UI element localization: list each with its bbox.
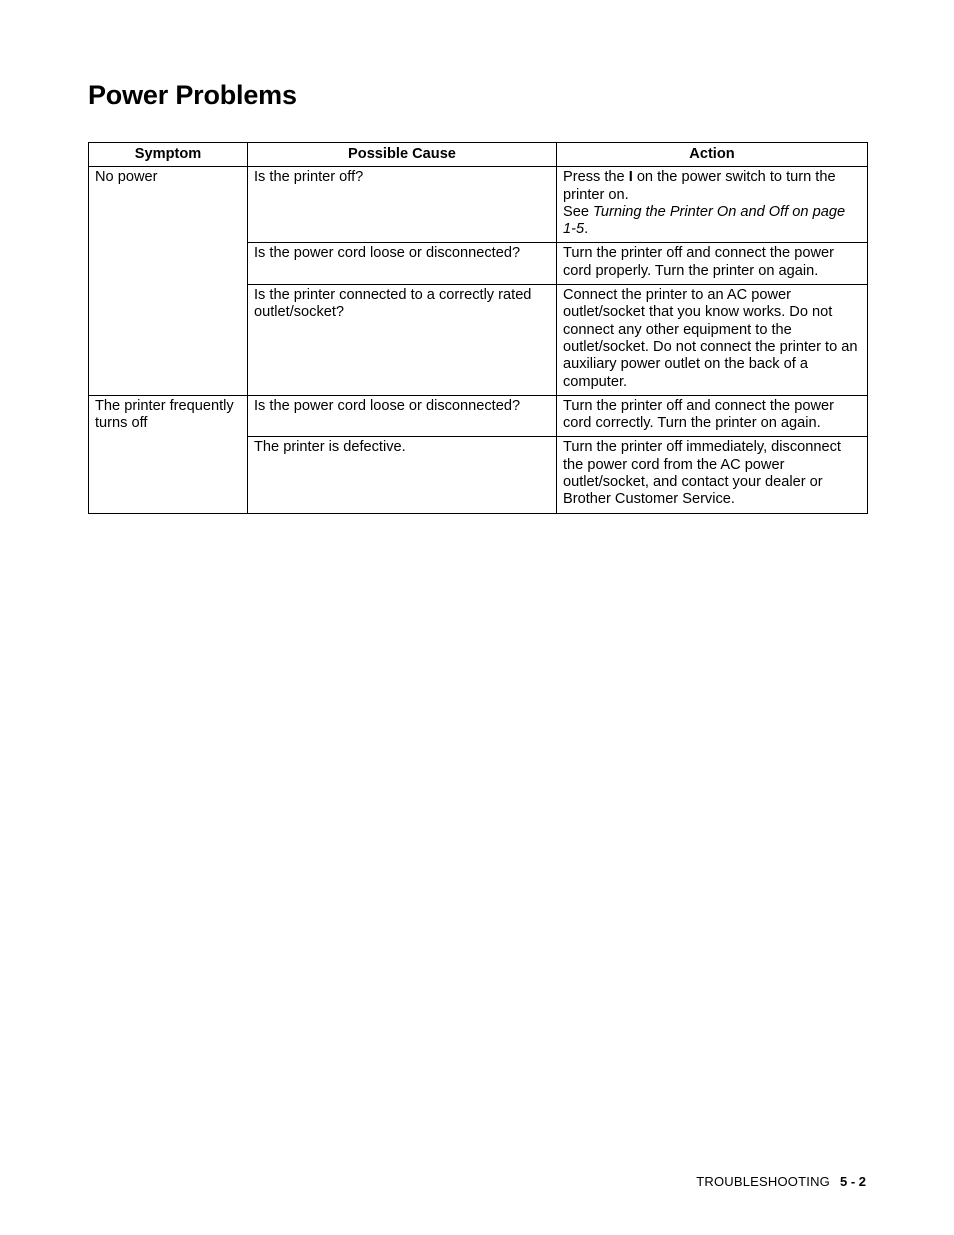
page-footer [696, 1174, 866, 1189]
cause-cell: Is the printer off? [248, 167, 557, 243]
action-cell: Turn the printer off immediately, disconnect the power cord from the AC power outlet/socket, and contact your dealer or Brother Customer Service. [557, 437, 868, 513]
header-symptom: Symptom [89, 143, 248, 167]
action-text: Press the [563, 169, 629, 186]
page-title: Power Problems [88, 80, 297, 110]
footer-page-number: 5 - 2 [839, 1174, 866, 1189]
action-cell [557, 167, 868, 243]
cause-cell: Is the power cord loose or disconnected? [248, 243, 557, 285]
table-row [89, 395, 868, 437]
header-possible-cause: Possible Cause [248, 143, 557, 167]
action-text: . [584, 221, 589, 238]
action-cell: Turn the printer off and connect the power cord correctly. Turn the printer on again. [557, 395, 868, 437]
cross-reference: Turning the Printer On and Off on page 1-5 [563, 203, 846, 238]
footer-section-label: TROUBLESHOOTING [696, 1174, 830, 1189]
power-problems-table [88, 142, 868, 514]
symptom-cell: No power [89, 167, 248, 396]
header-action: Action [557, 143, 868, 167]
table-header-row [89, 143, 868, 167]
cause-cell: The printer is defective. [248, 437, 557, 513]
cause-cell: Is the power cord loose or disconnected? [248, 395, 557, 437]
table-row [89, 167, 868, 243]
action-text: on the power switch to turn the printer on. [563, 169, 836, 203]
cause-cell: Is the printer connected to a correctly rated outlet/socket? [248, 285, 557, 396]
action-cell: Connect the printer to an AC power outlet/socket that you know works. Do not connect any other equipment to the outlet/socket. Do not connect the printer to an auxiliary power outlet on the back of a computer. [557, 285, 868, 396]
action-cell: Turn the printer off and connect the power cord properly. Turn the printer on again. [557, 243, 868, 285]
see-label: See [563, 203, 594, 220]
symptom-cell: The printer frequently turns off [89, 395, 248, 513]
power-switch-symbol: I [628, 169, 633, 186]
